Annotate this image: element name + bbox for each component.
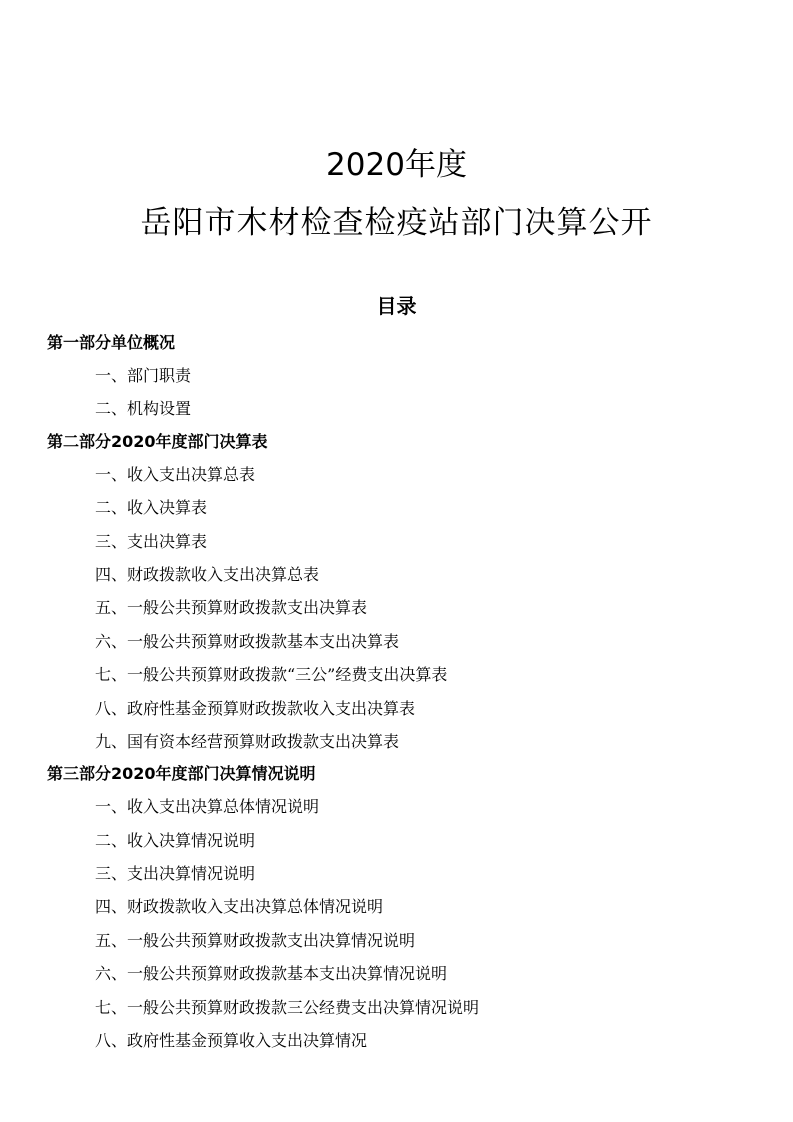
table-of-contents [47, 327, 767, 1057]
toc-section-title: 第二部分2020年度部门决算表 [47, 431, 268, 451]
toc-item: 五、一般公共预算财政拨款支出决算表 [95, 598, 368, 618]
toc-item: 八、政府性基金预算收入支出决算情况 [95, 1031, 368, 1051]
toc-item: 九、国有资本经营预算财政拨款支出决算表 [95, 731, 400, 751]
toc-section-1 [47, 327, 767, 426]
toc-section-title: 第三部分2020年度部门决算情况说明 [47, 764, 316, 784]
toc-item: 八、政府性基金预算财政拨款收入支出决算表 [95, 698, 416, 718]
toc-heading: 目录 [376, 294, 417, 318]
toc-item: 四、财政拨款收入支出决算总体情况说明 [95, 897, 384, 917]
toc-item: 五、一般公共预算财政拨款支出决算情况说明 [95, 930, 416, 950]
toc-item: 一、收入支出决算总体情况说明 [95, 797, 320, 817]
document-year-title: 2020年度 [326, 147, 467, 183]
toc-item: 一、收入支出决算总表 [95, 464, 256, 484]
document-main-title: 岳阳市木材检查检疫站部门决算公开 [140, 205, 653, 241]
toc-section-3 [47, 758, 767, 1057]
toc-item: 二、收入决算表 [95, 498, 208, 518]
toc-item: 七、一般公共预算财政拨款三公经费支出决算情况说明 [95, 997, 480, 1017]
toc-item: 七、一般公共预算财政拨款“三公”经费支出决算表 [95, 665, 448, 685]
toc-item: 二、收入决算情况说明 [95, 830, 256, 850]
toc-item: 三、支出决算情况说明 [95, 864, 256, 884]
toc-item: 六、一般公共预算财政拨款基本支出决算表 [95, 631, 400, 651]
toc-item: 六、一般公共预算财政拨款基本支出决算情况说明 [95, 964, 448, 984]
toc-item: 四、财政拨款收入支出决算总表 [95, 564, 320, 584]
toc-item: 二、机构设置 [95, 399, 192, 419]
toc-item: 三、支出决算表 [95, 531, 208, 551]
toc-section-2 [47, 426, 767, 759]
toc-item: 一、部门职责 [95, 366, 192, 385]
toc-section-title: 第一部分单位概况 [47, 333, 176, 352]
